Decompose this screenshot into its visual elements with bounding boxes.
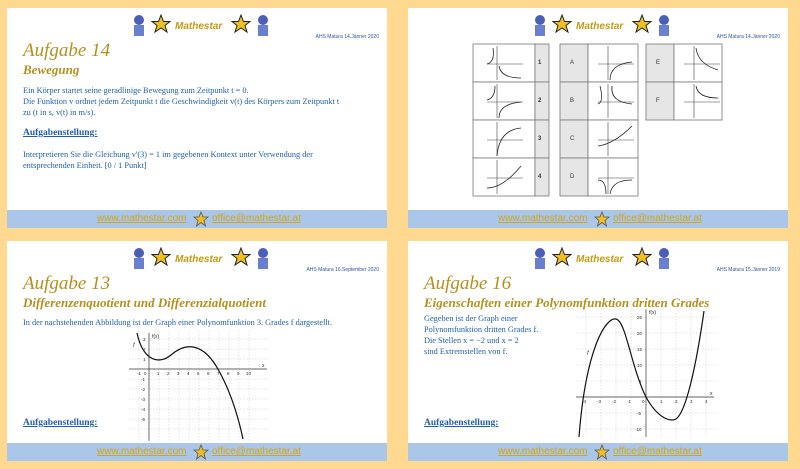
brand-name: Mathestar	[576, 254, 624, 265]
problem-text: In der nachstehenden Abbildung ist der Graph einer Polynomfunktion 3. Grades f dargestellt.	[23, 318, 333, 327]
task-heading: Aufgabenstellung:	[23, 128, 98, 138]
wizard-icon	[253, 14, 273, 38]
website-link[interactable]: www.mathestar.com	[97, 446, 187, 457]
text-line: entsprechenden Einheit. [0 / 1 Punkt]	[23, 161, 147, 170]
curve-label-f: f	[587, 351, 589, 357]
exam-date: AHS Matura 15.Jänner 2019	[716, 267, 780, 273]
x-tick: 7	[217, 371, 220, 376]
axis-label-x: x	[710, 391, 713, 397]
slide-footer	[408, 210, 788, 228]
text-line: sind Extremstellen von f.	[424, 347, 508, 356]
x-tick: 2	[675, 399, 678, 404]
x-tick: -3	[597, 399, 602, 404]
slide-title: Aufgabe 13	[23, 273, 111, 294]
x-tick: -4	[582, 399, 587, 404]
x-tick: 0	[642, 399, 645, 404]
slide-aufgabe-13[interactable]	[7, 241, 387, 461]
star-icon	[594, 211, 610, 227]
task-heading: Aufgabenstellung:	[424, 418, 499, 428]
y-tick: 1	[143, 357, 146, 362]
star-icon	[552, 247, 572, 267]
text-line: Die Stellen x = −2 und x = 2	[424, 336, 519, 345]
mathestar-logo	[125, 14, 275, 40]
number-label: 3	[538, 136, 542, 142]
x-tick: 2	[167, 371, 170, 376]
x-tick: 6	[207, 371, 210, 376]
email-link[interactable]: office@mathestar.at	[212, 213, 301, 224]
text-line: zu (t in s, v(t) in m/s).	[23, 108, 96, 117]
problem-text	[424, 313, 538, 357]
text-line: Gegeben ist der Graph einer	[424, 314, 518, 323]
star-icon	[193, 444, 209, 460]
star-icon	[632, 14, 652, 34]
slide-aufgabe-14[interactable]	[7, 8, 387, 228]
email-link[interactable]: office@mathestar.at	[212, 446, 301, 457]
star-icon	[151, 14, 171, 34]
brand-name: Mathestar	[175, 254, 223, 265]
x-tick-labels	[137, 371, 252, 376]
mathestar-logo	[526, 247, 676, 273]
exam-date: AHS Matura 14.Jänner 2020	[716, 34, 780, 40]
y-tick: -10	[635, 427, 642, 432]
x-tick: 8	[227, 371, 230, 376]
x-tick: 10	[246, 371, 252, 376]
text-line: Polynomfunktion dritten Grades f.	[424, 325, 539, 334]
slide-aufgabe-16[interactable]	[408, 241, 788, 461]
slide-title: Aufgabe 14	[23, 40, 111, 61]
problem-text	[23, 85, 339, 118]
email-link[interactable]: office@mathestar.at	[613, 213, 702, 224]
y-tick: -4	[141, 407, 146, 412]
x-tick: 4	[187, 371, 190, 376]
x-tick: 5	[197, 371, 200, 376]
website-link[interactable]: www.mathestar.com	[498, 213, 588, 224]
wizard-icon	[654, 247, 674, 271]
mathestar-logo	[526, 14, 676, 40]
slide-footer	[7, 210, 387, 228]
y-tick: 10	[637, 363, 643, 368]
task-text	[23, 149, 313, 171]
website-link[interactable]: www.mathestar.com	[97, 213, 187, 224]
text-line: Ein Körper startet seine geradlinige Bewegung zum Zeitpunkt t = 0.	[23, 86, 249, 95]
x-tick: 3	[690, 399, 693, 404]
x-tick: -1	[137, 371, 142, 376]
x-tick: -2	[612, 399, 617, 404]
star-icon	[231, 247, 251, 267]
y-tick: 3	[143, 337, 146, 342]
text-line: Die Funktion v ordnet jedem Zeitpunkt t die Geschwindigkeit v(t) des Körpers zum Zeitpunkt t	[23, 97, 340, 106]
cubic-graph	[129, 331, 269, 441]
axis-label-x: x	[262, 363, 265, 369]
x-tick: 3	[177, 371, 180, 376]
number-label: 4	[538, 174, 542, 180]
task-heading: Aufgabenstellung:	[23, 418, 98, 428]
y-tick: 5	[639, 379, 642, 384]
exam-date: AHS Matura 14.Jänner 2020	[315, 34, 379, 40]
number-label: 2	[538, 98, 542, 104]
text-line: Interpretieren Sie die Gleichung v'(3) = 1 im gegebenen Kontext unter Verwendung der	[23, 150, 313, 159]
curve-label-f: f	[133, 343, 135, 349]
y-tick: 25	[637, 315, 643, 320]
axis-label-fx: f(x)	[649, 310, 657, 316]
brand-name: Mathestar	[576, 21, 624, 32]
letter-label: B	[570, 98, 575, 104]
slide-subtitle: Differenzenquotient und Differenzialquotient	[23, 295, 266, 310]
slide-footer	[408, 443, 788, 461]
cubic-graph-extrema	[576, 307, 716, 439]
mathestar-logo	[125, 247, 275, 273]
slide-subtitle: Eigenschaften einer Polynomfunktion dritten Grades	[424, 295, 710, 310]
x-tick: -1	[627, 399, 632, 404]
star-icon	[151, 247, 171, 267]
star-icon	[231, 14, 251, 34]
x-tick: 9	[237, 371, 240, 376]
graph-matching-grid	[408, 38, 788, 218]
slide-footer	[7, 443, 387, 461]
x-tick: 4	[705, 399, 708, 404]
y-tick: -3	[141, 397, 146, 402]
y-tick: -5	[141, 417, 146, 422]
x-tick: 0	[144, 371, 147, 376]
y-tick: 15	[637, 347, 643, 352]
y-tick: 20	[637, 331, 643, 336]
star-icon	[552, 14, 572, 34]
letter-label: E	[656, 60, 661, 66]
wizard-icon	[253, 247, 273, 271]
wizard-icon	[654, 14, 674, 38]
exam-date: AHS Matura 16.September 2020	[306, 267, 379, 273]
website-link[interactable]: www.mathestar.com	[498, 446, 588, 457]
slide-graph-matching[interactable]	[408, 8, 788, 228]
wizard-icon	[129, 14, 149, 38]
y-tick: 2	[143, 347, 146, 352]
email-link[interactable]: office@mathestar.at	[613, 446, 702, 457]
letter-label: A	[570, 60, 575, 66]
x-tick-labels	[582, 399, 708, 404]
slide-subtitle: Bewegung	[23, 62, 80, 77]
letter-label: C	[570, 136, 575, 142]
star-icon	[193, 211, 209, 227]
star-icon	[632, 247, 652, 267]
y-tick: -1	[141, 377, 146, 382]
y-tick-labels	[141, 337, 146, 422]
x-tick: 1	[157, 371, 160, 376]
lettered-graphs-e-f	[646, 44, 722, 120]
letter-label: F	[656, 98, 660, 104]
y-tick: -5	[637, 411, 642, 416]
slide-title: Aufgabe 16	[424, 273, 512, 294]
axis-label-fx: f(x)	[152, 334, 160, 340]
y-tick-labels	[635, 315, 643, 432]
wizard-icon	[129, 247, 149, 271]
x-tick: 1	[660, 399, 663, 404]
letter-label: D	[570, 174, 575, 180]
wizard-icon	[530, 247, 550, 271]
number-label: 1	[538, 60, 542, 66]
wizard-icon	[530, 14, 550, 38]
brand-name: Mathestar	[175, 21, 223, 32]
star-icon	[594, 444, 610, 460]
y-tick: -2	[141, 387, 146, 392]
